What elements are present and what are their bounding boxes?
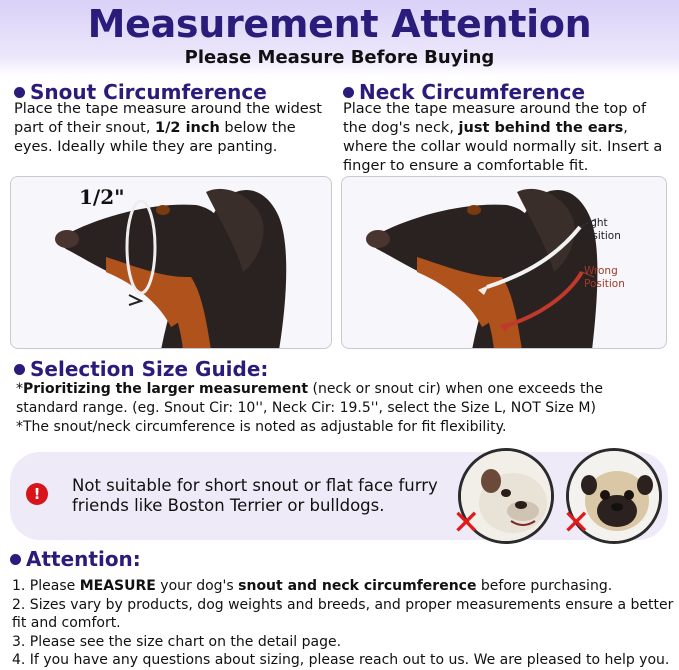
wrong-label-line2: Position [584,278,625,290]
right-position-label [580,217,621,243]
neck-text-2: , where the collar would normally sit. Insert a finger to ensure a comfortable fit. [343,120,663,174]
warning-icon: ! [26,483,48,505]
doberman-snout-illustration [11,177,332,349]
att-1c: your dog's [155,578,239,594]
not-suitable-x-icon: ✕ [452,503,481,543]
size-guide-heading-text: Selection Size Guide: [30,357,269,381]
half-inch-label: 1/2" [79,185,125,209]
attention-list [12,577,676,670]
att-1e: before purchasing. [476,578,613,594]
att-1a: 1. Please [12,578,80,594]
bullet-dot-icon [10,554,21,565]
snout-text-bold: 1/2 inch [155,120,220,136]
size-guide-line-2: *The snout/neck circumference is noted as adjustable for fit flexibility. [16,419,507,435]
size-guide-line-1 [16,380,666,418]
guide-prefix: * [16,381,23,397]
bullet-dot-icon [14,87,25,98]
neck-heading-text: Neck Circumference [359,80,586,104]
list-item: 3. Please see the size chart on the detail page. [12,633,342,650]
neck-description [343,100,671,176]
attention-heading-text: Attention: [26,547,141,571]
neck-text-bold: just behind the ears [458,120,624,136]
list-item: 2. Sizes vary by products, dog weights and breeds, and proper measurements ensure a better fit and comfort. [12,596,674,631]
guide-rest: (neck or snout cir) when one exceeds the standard range. (eg. Snout Cir: 10'', Neck Cir: 19.5'', select the Size L, NOT Size M) [16,381,603,416]
page-subtitle: Please Measure Before Buying [184,47,495,68]
not-suitable-x-icon: ✕ [562,503,591,543]
size-guide-heading [14,357,268,381]
snout-text-2: below the eyes. Ideally while they are panting. [14,120,296,155]
guide-bold: Prioritizing the larger measurement [23,381,309,397]
attention-heading [10,547,141,571]
list-item: 4. If you have any questions about sizing, please reach out to us. We are pleased to help you. [12,652,670,668]
doberman-neck-illustration [342,177,667,349]
page-title: Measurement Attention [87,2,592,46]
snout-text-1: Place the tape measure around the widest part of their snout, [14,101,322,136]
right-label-line1: Right [580,217,608,229]
right-label-line2: Position [580,230,621,242]
bullet-dot-icon [14,364,25,375]
size-guide-text [16,380,666,437]
neck-text-1: Place the tape measure around the top of the dog's neck, [343,101,647,136]
snout-description [14,100,324,157]
warning-text: Not suitable for short snout or flat face furry friends like Boston Terrier or bulldogs. [72,476,438,515]
wrong-label-line1: Wrong [584,265,618,277]
neck-measure-photo [341,176,667,349]
snout-heading-text: Snout Circumference [30,80,267,104]
list-item [12,577,676,596]
att-1d: snout and neck circumference [238,578,477,594]
wrong-position-label [584,265,625,291]
att-1b: MEASURE [79,578,156,594]
snout-measure-photo [10,176,332,349]
bullet-dot-icon [343,87,354,98]
